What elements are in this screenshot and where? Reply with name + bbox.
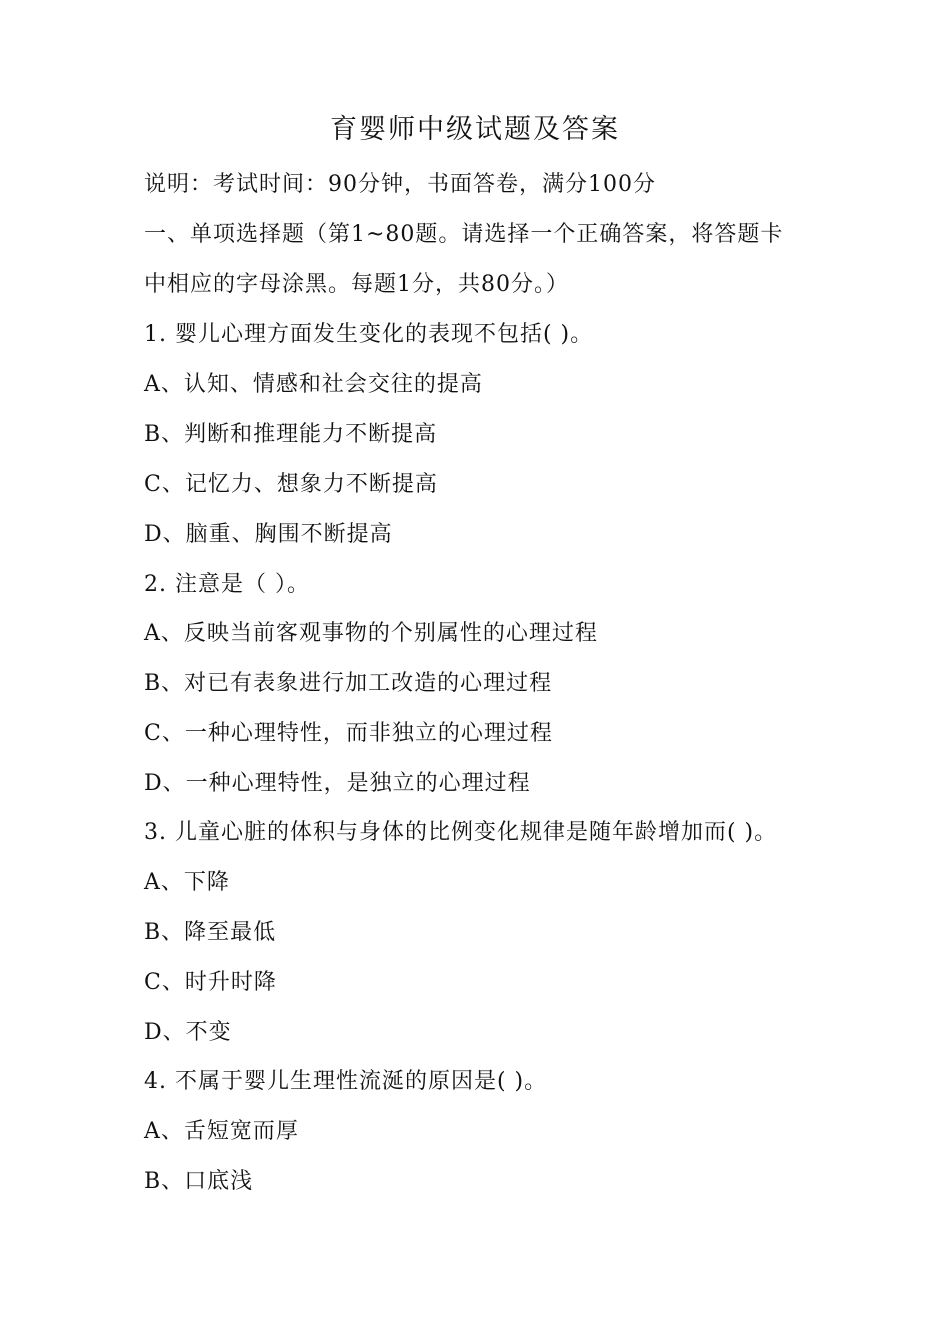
question-4-stem: 4. 不属于婴儿生理性流涎的原因是( )。	[144, 1069, 548, 1094]
question-1-option-c: C、记忆力、想象力不断提高	[144, 472, 438, 497]
section-header-line-1: 一、单项选择题（第1~80题。请选择一个正确答案，将答题卡	[144, 222, 784, 247]
question-2-option-b: B、对已有表象进行加工改造的心理过程	[144, 671, 553, 696]
question-2-option-c: C、一种心理特性，而非独立的心理过程	[144, 721, 553, 746]
question-4-option-a: A、舌短宽而厚	[144, 1119, 299, 1144]
question-2-option-d: D、一种心理特性，是独立的心理过程	[144, 771, 531, 796]
question-4-option-b: B、口底浅	[144, 1169, 254, 1194]
question-1-stem: 1. 婴儿心理方面发生变化的表现不包括( )。	[144, 322, 594, 347]
question-3-stem: 3. 儿童心脏的体积与身体的比例变化规律是随年龄增加而( )。	[144, 820, 778, 845]
question-2-stem: 2. 注意是（ ）。	[144, 572, 310, 597]
document-title: 育婴师中级试题及答案	[330, 114, 620, 145]
exam-instructions: 说明：考试时间：90分钟，书面答卷，满分100分	[144, 172, 656, 197]
section-header-line-2: 中相应的字母涂黑。每题1分，共80分。）	[144, 272, 569, 297]
question-3-option-c: C、时升时降	[144, 970, 277, 995]
question-3-option-d: D、不变	[144, 1020, 232, 1045]
question-1-option-b: B、判断和推理能力不断提高	[144, 422, 438, 447]
question-1-option-d: D、脑重、胸围不断提高	[144, 522, 393, 547]
question-3-option-b: B、降至最低	[144, 920, 277, 945]
question-1-option-a: A、认知、情感和社会交往的提高	[144, 372, 483, 397]
question-3-option-a: A、下降	[144, 870, 230, 895]
question-2-option-a: A、反映当前客观事物的个别属性的心理过程	[144, 621, 598, 646]
